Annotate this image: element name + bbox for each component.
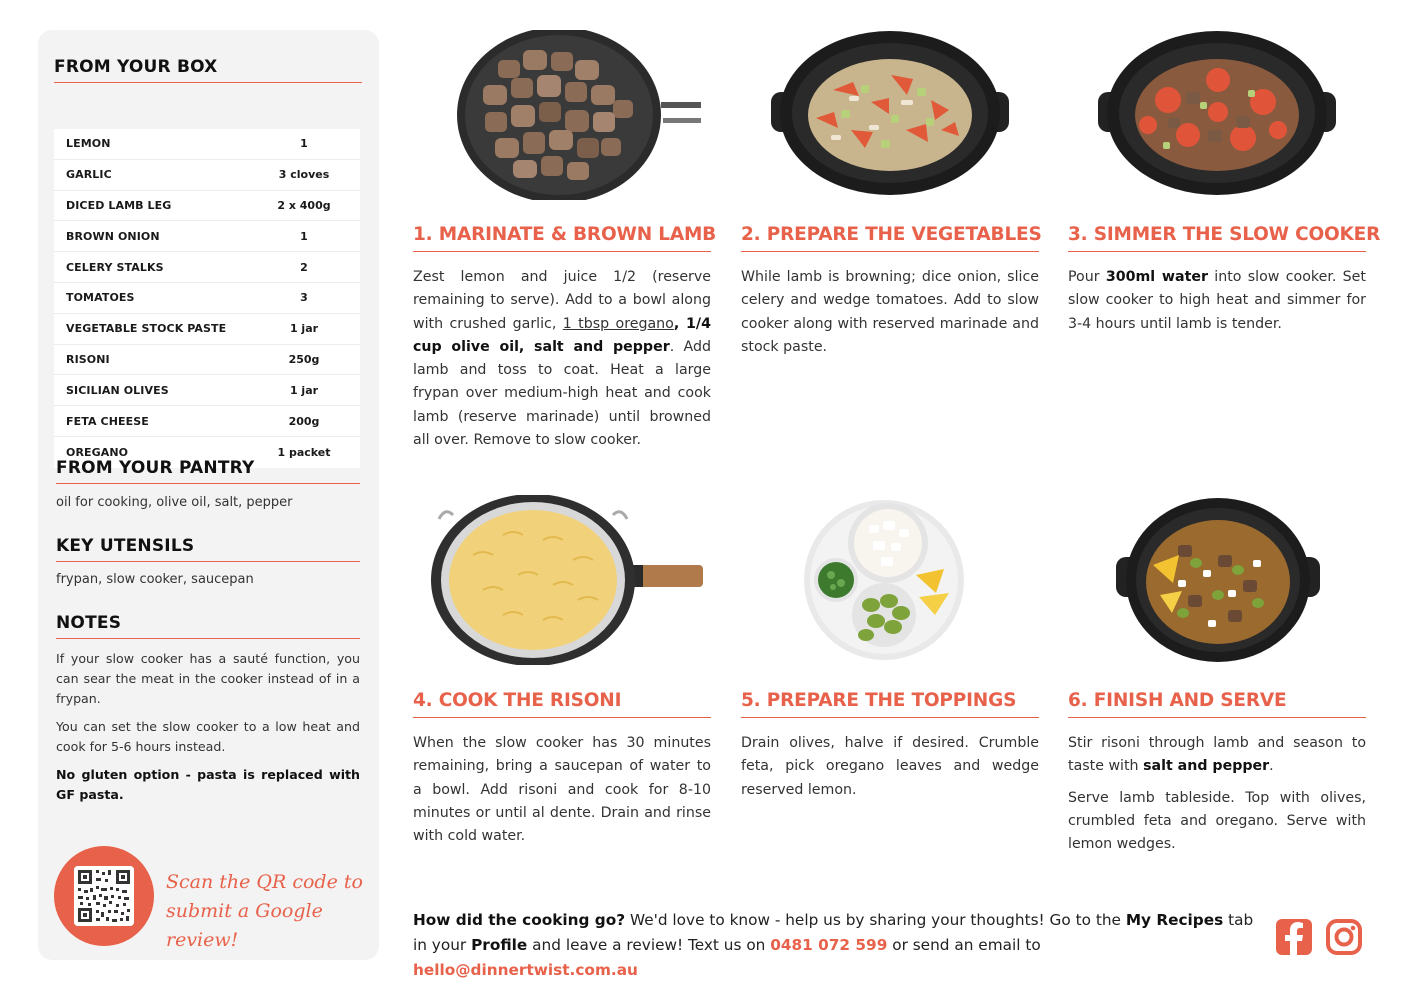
ingredient-row (54, 252, 360, 283)
feedback-text-2: tab in your (413, 911, 1254, 954)
step-1-title: 1. MARINATE & BROWN LAMB (413, 224, 711, 252)
ingredient-row (54, 129, 360, 160)
step-1-text-b: . Add lamb and toss to coat. Heat a large frypan over medium-high heat and cook lamb (reserve marinade) until browned all over. Remove to slow cooker. (413, 338, 711, 449)
step-2-image-vegetables-in-slow-cooker (741, 30, 1039, 200)
step-2-text: While lamb is browning; dice onion, slice celery and wedge tomatoes. Add to slow cooker along with reserved marinade and stock paste. (741, 269, 1039, 355)
ingredient-quantity: 3 cloves (278, 168, 330, 182)
ingredient-quantity: 1 packet (277, 445, 331, 459)
ingredient-quantity: 1 jar (289, 322, 319, 336)
step-3-image-simmering-slow-cooker (1068, 30, 1366, 200)
phone-number-link[interactable]: 0481 072 599 (770, 936, 888, 954)
step-6-seasoning: salt and pepper (1143, 758, 1270, 775)
ingredient-name: BROWN ONION (66, 229, 160, 243)
from-your-box-heading: FROM YOUR BOX (54, 57, 362, 83)
qr-text-line-1: Scan the QR code to (166, 871, 363, 893)
ingredient-quantity: 250g (288, 352, 320, 366)
step-4-instructions (413, 732, 711, 848)
ingredient-name: VEGETABLE STOCK PASTE (66, 322, 227, 336)
step-6-paragraph-2: Serve lamb tableside. Top with olives, crumbled feta and oregano. Serve with lemon wedges. (1068, 789, 1366, 853)
step-6-text-a: Stir risoni through lamb and season to taste with (1068, 735, 1366, 775)
email-link[interactable]: hello@dinnertwist.com.au (413, 961, 638, 979)
step-2-title: 2. PREPARE THE VEGETABLES (741, 224, 1039, 252)
sidebar (38, 30, 379, 960)
profile-label: Profile (471, 936, 528, 954)
facebook-icon[interactable] (1275, 918, 1313, 956)
ingredient-row (54, 314, 360, 345)
feedback-question: How did the cooking go? (413, 911, 626, 929)
my-recipes-label: My Recipes (1125, 911, 1224, 929)
step-6-instructions (1068, 732, 1366, 864)
ingredient-row (54, 160, 360, 191)
ingredient-name: DICED LAMB LEG (66, 198, 172, 212)
ingredient-name: RISONI (66, 352, 110, 366)
ingredient-row (54, 375, 360, 406)
step-6-image-finished-dish (1068, 495, 1366, 665)
ingredient-name: FETA CHEESE (66, 414, 149, 428)
feedback-text-1: We'd love to know - help us by sharing your thoughts! Go to the (625, 911, 1126, 929)
ingredient-quantity: 2 x 400g (277, 198, 331, 212)
ingredient-row (54, 191, 360, 222)
notes (56, 649, 360, 813)
qr-text-line-2: submit a Google review! (166, 900, 323, 951)
step-1-instructions (413, 266, 711, 452)
ingredient-name: TOMATOES (66, 291, 135, 305)
key-utensils-heading: KEY UTENSILS (56, 536, 360, 562)
ingredient-quantity: 2 (300, 260, 308, 274)
step-1-text-a: Zest lemon and juice 1/2 (reserve remaining to serve). Add to a bowl along with crushed garlic, (413, 269, 711, 332)
step-5-text: Drain olives, halve if desired. Crumble feta, pick oregano leaves and wedge reserved lemon. (741, 735, 1039, 798)
ingredient-name: SICILIAN OLIVES (66, 383, 169, 397)
step-1-image-browned-lamb (413, 30, 711, 200)
step-3-instructions (1068, 266, 1366, 336)
step-5-instructions (741, 732, 1039, 802)
ingredient-quantity: 1 jar (289, 383, 319, 397)
ingredient-row (54, 406, 360, 437)
ingredient-name: LEMON (66, 137, 111, 151)
feedback-text-3: and leave a review! Text us on (527, 936, 771, 954)
pantry-list: oil for cooking, olive oil, salt, pepper (56, 495, 293, 510)
qr-code-badge[interactable] (54, 846, 154, 946)
step-3-text-b: into slow cooker. Set slow cooker to high heat and simmer for 3-4 hours until lamb is tender. (1068, 269, 1366, 332)
ingredient-row (54, 345, 360, 376)
step-4-image-risoni-in-colander (413, 495, 711, 665)
ingredient-row (54, 283, 360, 314)
ingredient-name: CELERY STALKS (66, 260, 164, 274)
note-2: You can set the slow cooker to a low heat and cook for 5-6 hours instead. (56, 719, 360, 754)
ingredient-quantity: 200g (288, 414, 320, 428)
ingredient-row (54, 221, 360, 252)
step-6-text-b: . (1269, 758, 1274, 775)
step-3-water-amount: 300ml water (1105, 269, 1208, 285)
ingredients-table (54, 129, 360, 468)
step-5-title: 5. PREPARE THE TOPPINGS (741, 690, 1039, 718)
from-your-pantry-heading: FROM YOUR PANTRY (56, 458, 360, 484)
step-6-title: 6. FINISH AND SERVE (1068, 690, 1366, 718)
step-3-title: 3. SIMMER THE SLOW COOKER (1068, 224, 1366, 252)
feedback-text-4: or send an email to (887, 936, 1041, 954)
step-1-oil-seasoning: , 1/4 cup olive oil, salt and pepper (413, 315, 711, 355)
step-6-paragraph-1 (1068, 732, 1366, 779)
ingredient-quantity: 1 (300, 229, 308, 243)
ingredient-name: OREGANO (66, 445, 129, 459)
ingredient-name: GARLIC (66, 168, 112, 182)
qr-code-icon (74, 866, 134, 926)
ingredient-quantity: 1 (300, 137, 308, 151)
step-4-text: When the slow cooker has 30 minutes remaining, bring a saucepan of water to a bowl. Add risoni and cook for 8-10 minutes or until al dente. Drain and rinse with cold water. (413, 735, 711, 845)
note-1: If your slow cooker has a sauté function, you can sear the meat in the cooker instead of in a frypan. (56, 651, 360, 706)
step-3-text-a: Pour (1068, 269, 1106, 285)
qr-review-text (166, 868, 366, 955)
step-4-title: 4. COOK THE RISONI (413, 690, 711, 718)
notes-heading: NOTES (56, 613, 360, 639)
note-3: No gluten option - pasta is replaced with GF pasta. (56, 767, 360, 802)
step-5-image-toppings-plate (741, 495, 1039, 665)
ingredient-quantity: 3 (300, 291, 308, 305)
feedback-footer (413, 908, 1263, 983)
utensils-list: frypan, slow cooker, saucepan (56, 572, 254, 587)
instagram-icon[interactable] (1325, 918, 1363, 956)
step-2-instructions (741, 266, 1039, 359)
step-1-oregano-amount: 1 tbsp oregano (562, 315, 674, 332)
